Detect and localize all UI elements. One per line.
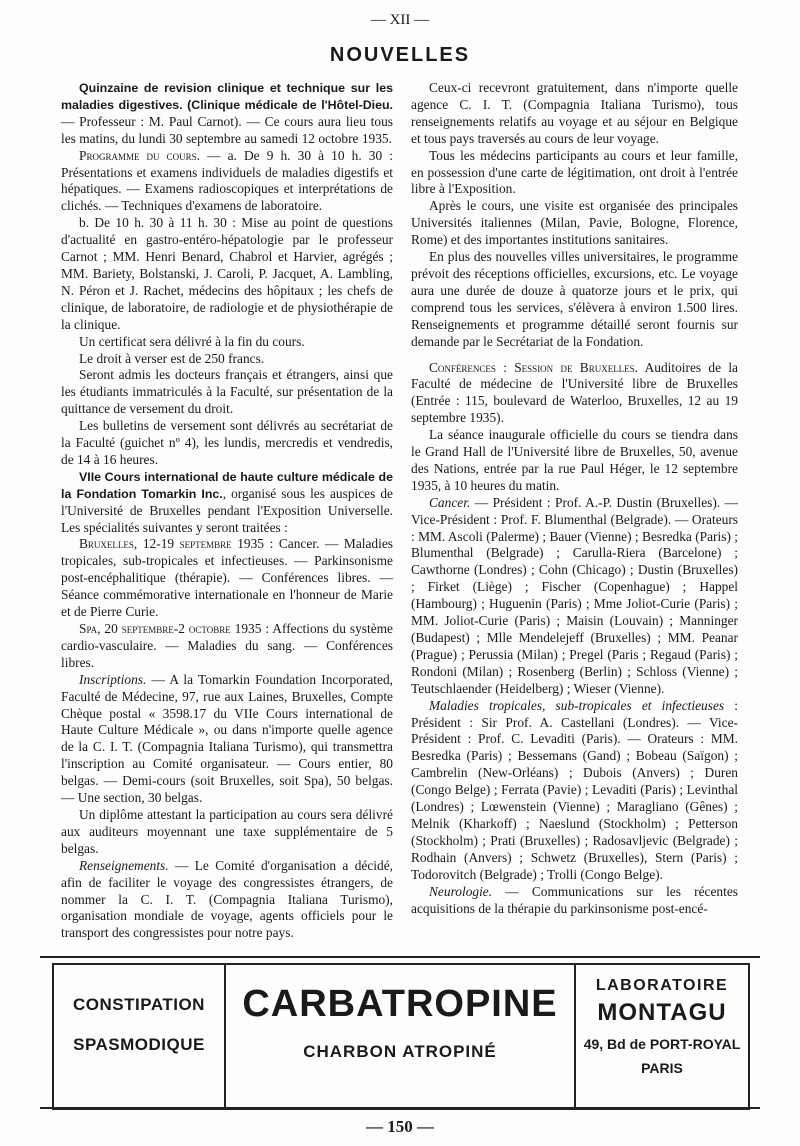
paragraph bbox=[411, 495, 738, 698]
divider bbox=[40, 1107, 760, 1109]
ad-city: PARIS bbox=[641, 1060, 683, 1076]
body-text: — Président : Prof. A.-P. Dustin (Bruxelles). — Vice-Président : Prof. F. Blumenthal (Belgrade). — Orateurs : MM. Ascoli (Palerme) ; Bauer (Vienne) ; Besredka (Paris) ; Blumenthal (Belgrade) ; Carulla-Riera (Barcelone) ; Cawthorne (Londres) ; Cohn (Chicago) ; Dustin (Bruxelles) ; Firket (Liège) ; Fischer (Copenhague) ; Happel (Hambourg) ; Huguenin (Paris) ; Mme Joliot-Curie (Paris) ; MM. Joliot-Curie (Paris) ; Maisin (Louvain) ; Manninger (Budapest) ; Mlle Mendelejeff (Bruxelles) ; MM. Peanar (Prague) ; Perussia (Milan) ; Pregel (Paris ; Regaud (Paris) ; Rondoni (Milan) ; Rosenberg (Berlin) ; Schloss (Vienne) ; Teutschlaender (Heidelberg) ; Wieser (Vienne). bbox=[411, 494, 738, 696]
body-text: Programme du cours. bbox=[79, 147, 201, 163]
body-text: — Le Comité d'organisation a décidé, afin de faciliter le voyage des congressistes étrangers, de nommer la C. I. T. (Compagnia Italiana Turismo), organisation mondiale de voyage, agents officiels pour le transport des congressistes pour notre pays. bbox=[61, 857, 393, 941]
body-text: Renseignements. bbox=[79, 857, 169, 873]
ad-left-panel bbox=[54, 965, 226, 1108]
paragraph: Ceux-ci recevront gratuitement, dans n'importe quelle agence C. I. T. (Compagnia Italiana Turismo), tous renseignements relatifs au voyage et au séjour en Belgique et tous pays traversés au cours de leur voyage. bbox=[411, 80, 738, 146]
page-title: NOUVELLES bbox=[329, 44, 471, 66]
ad-lab-name: MONTAGU bbox=[597, 999, 727, 1026]
ad-left-top: CONSTIPATION bbox=[73, 995, 205, 1014]
ad-subtitle: CHARBON ATROPINÉ bbox=[303, 1042, 497, 1061]
body-text: — Communications sur les récentes acquisitions de la thérapie du parkinsonisme post-encé- bbox=[411, 883, 738, 916]
roman-page-number: — XII — bbox=[370, 12, 430, 28]
ad-address: 49, Bd de PORT-ROYAL bbox=[583, 1036, 741, 1052]
paragraph bbox=[61, 469, 393, 537]
ad-center-panel bbox=[226, 965, 576, 1108]
body-text: Spa, 20 septembre-2 octobre 1935 bbox=[79, 621, 262, 636]
body-text: : Cancer. — Maladies tropicales, sub-tropicales et infectieuses. — Parkinsonisme post-encéphalitique (thérapie). — Conférences libres. — Séance commémorative internationale en l'honneur de Marie et de Pierre Curie. bbox=[61, 536, 393, 620]
body-text: : Affections du système cardio-vasculaire. — Maladies du sang. — Conférences libres. bbox=[61, 621, 393, 670]
body-text: , organisé sous les auspices de l'Université de Bruxelles pendant l'Exposition Universelle. Les spécialités suivantes y seront traitées : bbox=[61, 485, 393, 535]
paragraph bbox=[411, 360, 738, 428]
body-text: Cancer. bbox=[429, 494, 471, 510]
body-text: : Président : Sir Prof. A. Castellani (Londres). — Vice-Président : Prof. C. Levaditi (Paris). — Orateurs : MM. Besredka (Paris) ; Bessemans (Gand) ; Bobeau (Saïgon) ; Cambrelin (New-Orléans) ; Dubois (Anvers) ; Duren (Congo Belge) ; Ferrata (Pavie) ; Levaditi (Paris) ; Levinthal (Londres) ; Lœwenstein (Vienne) ; Maragliano (Gênes) ; Melnik (Kharkoff) ; Naeslund (Stockholm) ; Petterson (Stockholm) ; Prati (Bruxelles) ; Radosavljevic (Belgrade) ; Rodhain (Anvers) ; Schwetz (Bruxelles), Stern (Paris) ; Todorovitch (Belgrade) ; Trolli (Congo Belge). bbox=[411, 697, 738, 882]
heading-text: VIIe Cours international de haute culture médicale de la Fondation Tomarkin Inc. bbox=[61, 469, 393, 501]
body-text: — a. De 9 h. 30 à 10 h. 30 : Présentations et examens individuels de maladies digestifs et hépatiques. — Examens radioscopiques et interprétations de clichés. — Techniques d'examens de laboratoire. bbox=[61, 147, 393, 214]
ad-left-bottom: SPASMODIQUE bbox=[73, 1035, 205, 1054]
paragraph bbox=[61, 858, 393, 943]
paragraph: Tous les médecins participants au cours et leur famille, en possession d'une carte de légitimation, ont droit à l'entrée libre à l'Exposition. bbox=[411, 147, 738, 197]
paragraph: Seront admis les docteurs français et étrangers, ainsi que les étudiants immatriculés à la Faculté, sur présentation de la quittance de versement du droit. bbox=[61, 367, 393, 417]
paragraph bbox=[61, 672, 393, 807]
paragraph bbox=[411, 698, 738, 884]
body-text: Bruxelles, 12-19 septembre 1935 bbox=[79, 536, 265, 552]
body-text: Auditoires de la Faculté de médecine de l'Université libre de Bruxelles (Entrée : 115, boulevard de Waterloo, Bruxelles, 12 au 19 septembre 1935). bbox=[411, 359, 739, 426]
spacer bbox=[411, 351, 738, 360]
paragraph: Le droit à verser est de 250 francs. bbox=[79, 350, 265, 366]
paragraph: Un certificat sera délivré à la fin du cours. bbox=[79, 333, 305, 349]
page-number: — 150 — bbox=[366, 1117, 434, 1136]
body-text: Neurologie. bbox=[429, 883, 493, 899]
divider bbox=[40, 956, 760, 958]
advertisement bbox=[52, 963, 750, 1110]
paragraph: b. De 10 h. 30 à 11 h. 30 : Mise au point de questions d'actualité en gastro-entéro-hépatologie par le professeur Carnot ; MM. Henri Benard, Chabrol et Harvier, agrégés ; MM. Bariety, Bolstanski, J. Caroli, P. Jacquet, A. Lambling, N. Péron et J. Rachet, médecins des hôpitaux ; les chefs de clinique, de laboratoire, de radiologie et de physiothérapie de la clinique. bbox=[61, 215, 393, 332]
paragraph: En plus des nouvelles villes universitaires, le programme prévoit des réceptions officielles, excursions, etc. Le voyage aura une durée de douze à quatorze jours et le prix, qui comprend tous les services, s'élèvera à environ 1.500 lires. Renseignements et programme détaillé seront fournis sur demande par le Secrétariat de la Fondation. bbox=[411, 249, 738, 349]
body-text: Inscriptions. bbox=[79, 671, 147, 687]
ad-right-panel bbox=[576, 965, 748, 1108]
paragraph bbox=[411, 884, 738, 918]
body-text: Maladies tropicales, sub-tropicales et infectieuses bbox=[429, 697, 725, 713]
paragraph bbox=[61, 536, 393, 621]
paragraph: Un diplôme attestant la participation au cours sera délivré aux auditeurs moyennant une taxe supplémentaire de 5 belgas. bbox=[61, 806, 393, 856]
body-text: Conférences : Session de Bruxelles. bbox=[429, 359, 639, 375]
paragraph bbox=[61, 621, 393, 672]
left-column bbox=[61, 80, 393, 942]
ad-brand: CARBATROPINE bbox=[242, 983, 558, 1025]
right-column bbox=[411, 80, 738, 917]
ad-lab: LABORATOIRE bbox=[595, 977, 729, 994]
paragraph bbox=[61, 80, 393, 148]
heading-text: Quinzaine de revision clinique et technique sur les maladies digestives. (Clinique médicale de l'Hôtel-Dieu. bbox=[61, 81, 393, 112]
paragraph: Les bulletins de versement sont délivrés au secrétariat de la Faculté (guichet nº 4), les lundis, mercredis et vendredis, de 14 à 16 heures. bbox=[61, 418, 393, 467]
paragraph: Après le cours, une visite est organisée des principales Universités italiennes (Milan, Pavie, Bologne, Florence, Rome) et des importantes institutions sanitaires. bbox=[411, 198, 738, 248]
body-text: — A la Tomarkin Foundation Incorporated, Faculté de Médecine, 97, rue aux Laines, Bruxelles, Compte Chèque postal « 3598.17 du VIIe Cours international de Haute Culture Médicale », ou dans n'importe quelle agence de la C. I. T. (Compagnia Italiana Turismo), qui transmettra l'inscription au Comité organisateur. — Cours entier, 80 belgas. — Demi-cours (soit Bruxelles, soit Spa), 50 belgas. — Une section, 30 belgas. bbox=[61, 671, 393, 806]
paragraph: La séance inaugurale officielle du cours se tiendra dans le Grand Hall de l'Université libre de Bruxelles, 50, avenue des Nations, entrée par la rue Paul Héger, le 12 septembre 1935, à 10 heures du matin. bbox=[411, 427, 738, 493]
body-text: — Professeur : M. Paul Carnot). — Ce cours aura lieu tous les matins, du lundi 30 septembre au samedi 12 octobre 1935. bbox=[61, 113, 393, 146]
paragraph bbox=[61, 148, 393, 216]
